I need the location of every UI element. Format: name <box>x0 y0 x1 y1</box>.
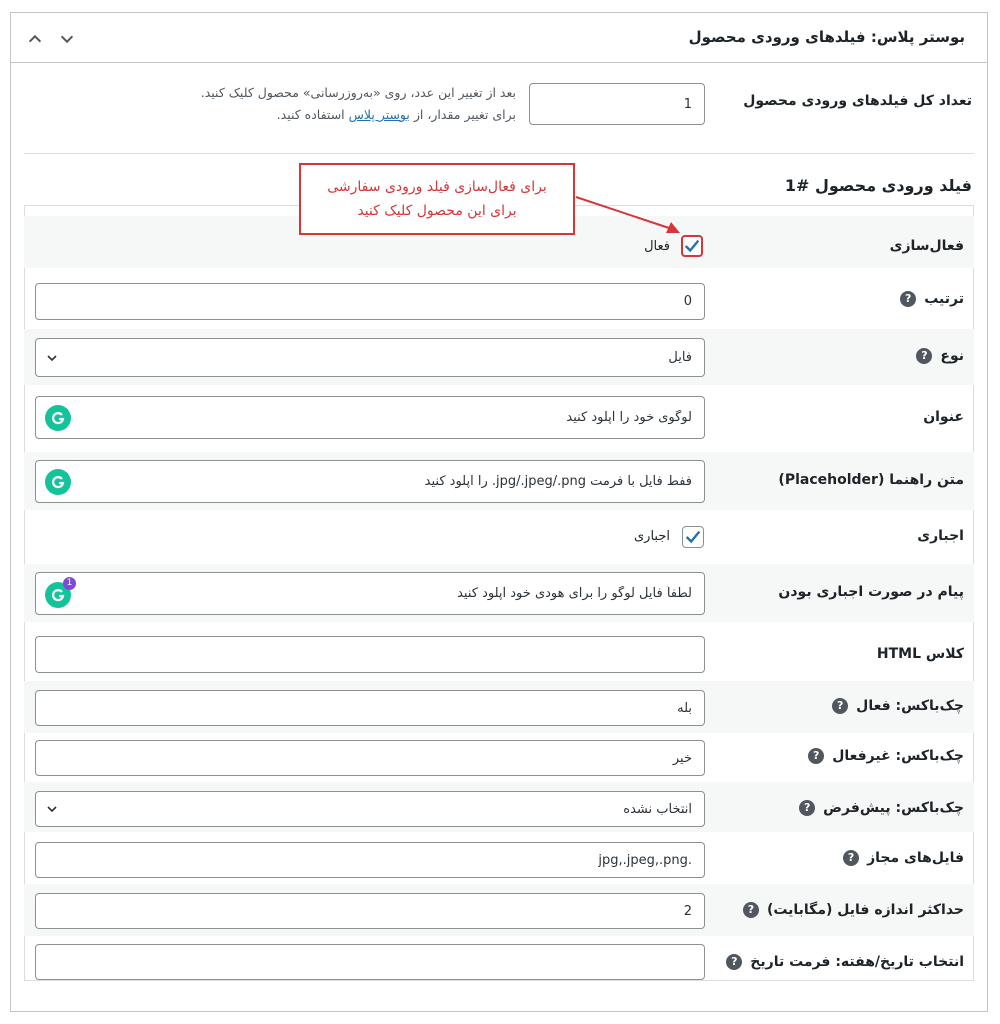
move-down-button[interactable] <box>55 27 79 51</box>
chevron-down-icon <box>46 352 58 364</box>
checkmark-icon <box>684 528 702 546</box>
activation-label-text: فعال‌سازی <box>889 238 964 254</box>
help-icon[interactable]: ? <box>832 698 848 714</box>
required-message-label <box>778 584 964 600</box>
placeholder-label-text: متن راهنما (Placeholder) <box>778 472 964 488</box>
title-input[interactable] <box>35 396 705 439</box>
html-class-input[interactable] <box>35 636 705 673</box>
total-fields-description <box>96 82 516 126</box>
placeholder-input[interactable] <box>35 460 705 503</box>
grammarly-g-icon <box>50 410 66 426</box>
callout-line-1: برای فعال‌سازی فیلد ورودی سفارشی <box>327 179 547 195</box>
chevron-down-icon <box>46 803 58 815</box>
checkbox-off-label <box>808 748 964 764</box>
grammarly-suggestion-badge: 1 <box>63 577 76 590</box>
checkmark-icon <box>683 237 701 255</box>
grammarly-g-icon <box>50 587 66 603</box>
help-icon[interactable]: ? <box>799 800 815 816</box>
type-select[interactable] <box>35 338 705 377</box>
date-format-label-text: انتخاب تاریخ/هفته: فرمت تاریخ <box>750 954 964 970</box>
checkbox-off-input[interactable] <box>35 740 705 776</box>
type-select-value: فایل <box>668 350 692 365</box>
chevron-down-icon <box>58 30 76 48</box>
required-checkbox[interactable] <box>682 526 704 548</box>
panel-header <box>11 13 987 63</box>
total-fields-input[interactable] <box>529 83 705 125</box>
callout-arrow-icon <box>574 193 684 238</box>
grammarly-icon[interactable] <box>45 405 71 431</box>
desc-before-link: برای تغییر مقدار، از <box>413 107 516 122</box>
type-label <box>916 348 964 364</box>
order-label-text: ترتیب <box>924 291 964 307</box>
type-label-text: نوع <box>940 348 964 364</box>
checkbox-default-select[interactable] <box>35 791 705 827</box>
allowed-files-label-text: فایل‌های مجاز <box>867 850 964 866</box>
help-icon[interactable]: ? <box>726 954 742 970</box>
section-title: فیلد ورودی محصول #1 <box>784 176 972 195</box>
desc-line-1: بعد از تغییر این عدد، روی «به‌روزرسانی» محصول کلیک کنید. <box>200 85 516 100</box>
date-format-label <box>726 954 964 970</box>
order-input[interactable] <box>35 283 705 320</box>
callout-line-2: برای این محصول کلیک کنید <box>357 203 517 219</box>
grammarly-icon[interactable] <box>45 578 73 608</box>
chevron-up-icon <box>26 30 44 48</box>
desc-after-link: استفاده کنید. <box>276 107 345 122</box>
panel-title: بوستر پلاس: فیلدهای ورودی محصول <box>688 28 965 46</box>
help-icon[interactable]: ? <box>916 348 932 364</box>
help-icon[interactable]: ? <box>743 902 759 918</box>
desc-line-2 <box>96 104 516 126</box>
section-divider <box>24 153 974 154</box>
grammarly-icon[interactable] <box>45 469 71 495</box>
max-file-size-label <box>743 902 964 918</box>
grammarly-g-icon <box>50 474 66 490</box>
total-fields-label: تعداد کل فیلدهای ورودی محصول <box>743 93 972 109</box>
max-file-size-label-text: حداکثر اندازه فایل (مگابایت) <box>766 902 964 918</box>
callout-annotation <box>299 163 575 235</box>
required-checkbox-label: اجباری <box>634 529 670 544</box>
title-label-text: عنوان <box>923 409 964 425</box>
help-icon[interactable]: ? <box>808 748 824 764</box>
title-label <box>923 409 964 425</box>
placeholder-label <box>778 472 964 488</box>
activation-checkbox-label: فعال <box>644 239 670 254</box>
required-message-input[interactable] <box>35 572 705 615</box>
date-format-input[interactable] <box>35 944 705 980</box>
activation-label <box>890 238 964 254</box>
checkbox-on-input[interactable] <box>35 690 705 726</box>
checkbox-on-label <box>832 698 964 714</box>
html-class-label-text: کلاس HTML <box>876 646 964 662</box>
order-label <box>900 291 964 307</box>
activation-checkbox[interactable] <box>681 235 703 257</box>
required-message-label-text: پیام در صورت اجباری بودن <box>778 584 964 600</box>
booster-plus-link[interactable]: بوستر پلاس <box>348 107 410 122</box>
checkbox-off-label-text: چک‌باکس: غیرفعال <box>832 748 964 764</box>
max-file-size-input[interactable] <box>35 893 705 929</box>
help-icon[interactable]: ? <box>900 291 916 307</box>
allowed-files-input[interactable] <box>35 842 705 878</box>
help-icon[interactable]: ? <box>843 850 859 866</box>
required-label-text: اجباری <box>917 528 964 544</box>
checkbox-default-label-text: چک‌باکس: پیش‌فرض <box>823 800 964 816</box>
checkbox-default-select-value: انتخاب نشده <box>623 801 692 817</box>
required-label <box>917 528 964 544</box>
move-up-button[interactable] <box>23 27 47 51</box>
allowed-files-label <box>843 850 964 866</box>
checkbox-on-label-text: چک‌باکس: فعال <box>856 698 964 714</box>
html-class-label <box>877 646 964 662</box>
checkbox-default-label <box>799 800 964 816</box>
